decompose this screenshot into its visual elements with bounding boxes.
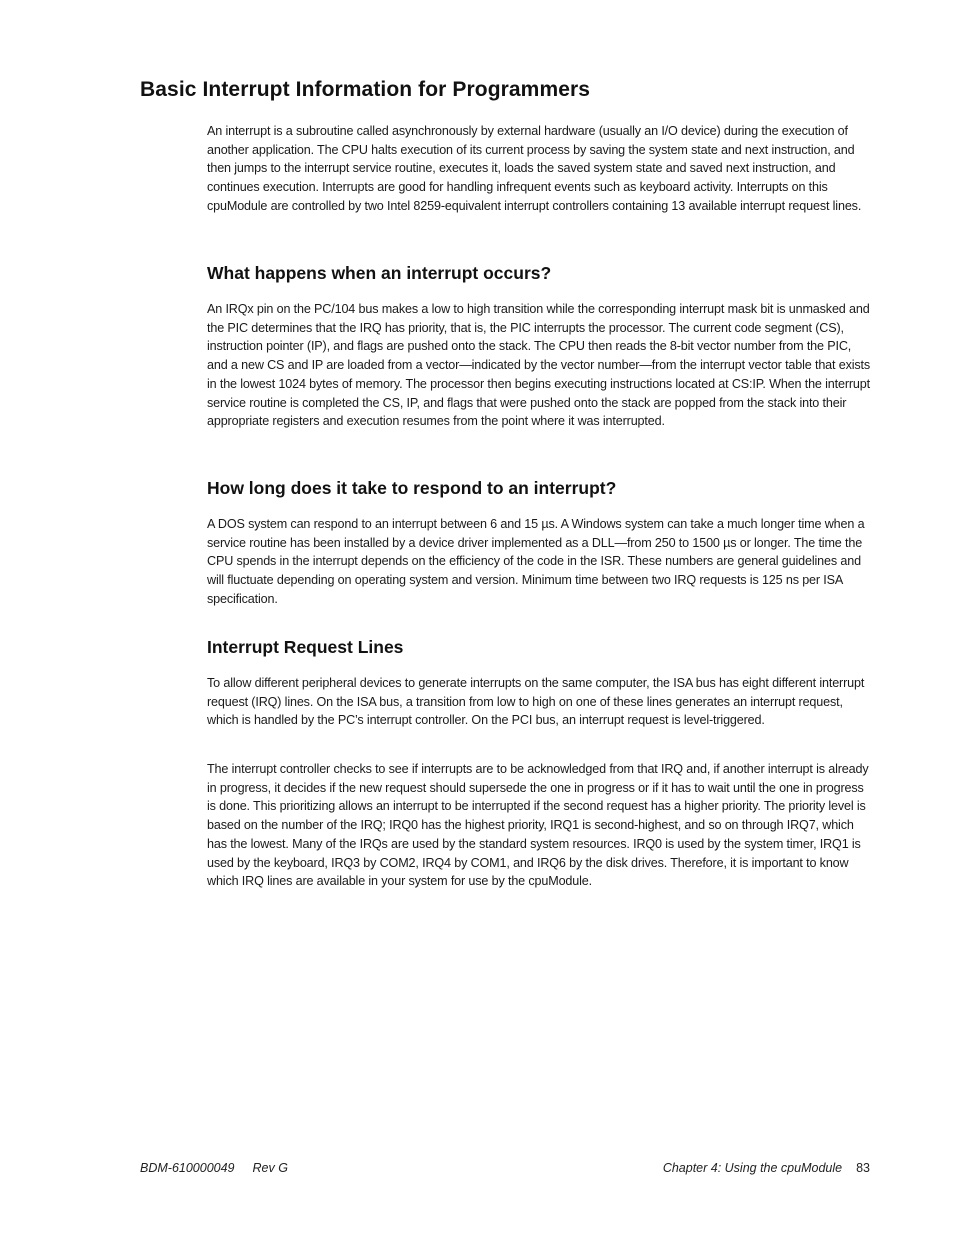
section-heading-interrupt-occurs: What happens when an interrupt occurs? bbox=[207, 263, 552, 283]
section-paragraph-interrupt-occurs: An IRQx pin on the PC/104 bus makes a low to high transition while the corresponding interrupt mask bit is unmasked and the PIC determines that the IRQ has priority, that is, the PIC interrupts the processor. The current code segment (CS), instruction pointer (IP), and flags are pushed onto the stack. The CPU then reads the 8-bit vector number from the PIC, and a new CS and IP are loaded from a vector—indicated by the vector number—from the interrupt vector table that exists in the lowest 1024 bytes of memory. The processor then begins executing instructions located at CS:IP. When the interrupt service routine is completed the CS, IP, and flags that were pushed onto the stack are popped from the stack into their appropriate registers and execution resumes from the point where it was interrupted. bbox=[207, 302, 871, 429]
section-paragraph-irq-lines-2: The interrupt controller checks to see if interrupts are to be acknowledged from that IRQ and, if another interrupt is already in progress, it decides if the new request should supersede the one in progress or if it has to wait until the one in progress is done. This prioritizing allows an interrupt to be interrupted if the second request has a higher priority. The priority level is based on the number of the IRQ; IRQ0 has the highest priority, IRQ1 is second-highest, and so on through IRQ7, which has the lowest. Many of the IRQs are used by the standard system resources. IRQ0 is used by the system timer, IRQ1 is used by the keyboard, IRQ3 by COM2, IRQ4 by COM1, and IRQ6 by the disk drives. Therefore, it is important to know which IRQ lines are available in your system for use by the cpuModule. bbox=[207, 762, 869, 889]
footer-right bbox=[663, 1161, 870, 1175]
footer-revision: Rev G bbox=[252, 1161, 288, 1175]
footer-chapter: Chapter 4: Using the cpuModule bbox=[662, 1161, 843, 1175]
page-title: Basic Interrupt Information for Programmers bbox=[140, 78, 591, 101]
section-paragraph-irq-lines-1: To allow different peripheral devices to generate interrupts on the same computer, the ISA bus has eight different interrupt request (IRQ) lines. On the ISA bus, a transition from low to high on one of these lines generates an interrupt request, which is handled by the PC’s interrupt controller. On the PCI bus, an interrupt request is level-triggered. bbox=[207, 676, 865, 728]
section-paragraph-response-time: A DOS system can respond to an interrupt between 6 and 15 µs. A Windows system can take a much longer time when a service routine has been installed by a device driver implemented as a DLL—from 250 to 1500 µs or longer. The time the CPU spends in the interrupt depends on the efficiency of the code in the ISR. These numbers are general guidelines and will fluctuate depending on operating system and version. Minimum time between two IRQ requests is 125 ns per ISA specification. bbox=[207, 517, 865, 606]
section-heading-irq-lines: Interrupt Request Lines bbox=[207, 637, 404, 657]
intro-paragraph: An interrupt is a subroutine called asynchronously by external hardware (usually an I/O device) during the execution of another application. The CPU halts execution of its current process by saving the system state and next instruction, and then jumps to the interrupt service routine, executes it, loads the saved system state and saved next instruction, and continues execution. Interrupts are good for handling infrequent events such as keyboard activity. Interrupts on this cpuModule are controlled by two Intel 8259-equivalent interrupt controllers containing 13 available interrupt request lines. bbox=[207, 124, 862, 213]
footer-doc-id: BDM-610000049 bbox=[140, 1161, 235, 1175]
footer-left bbox=[140, 1161, 288, 1175]
section-heading-response-time: How long does it take to respond to an interrupt? bbox=[207, 478, 617, 498]
footer-page-number: 83 bbox=[856, 1161, 870, 1175]
